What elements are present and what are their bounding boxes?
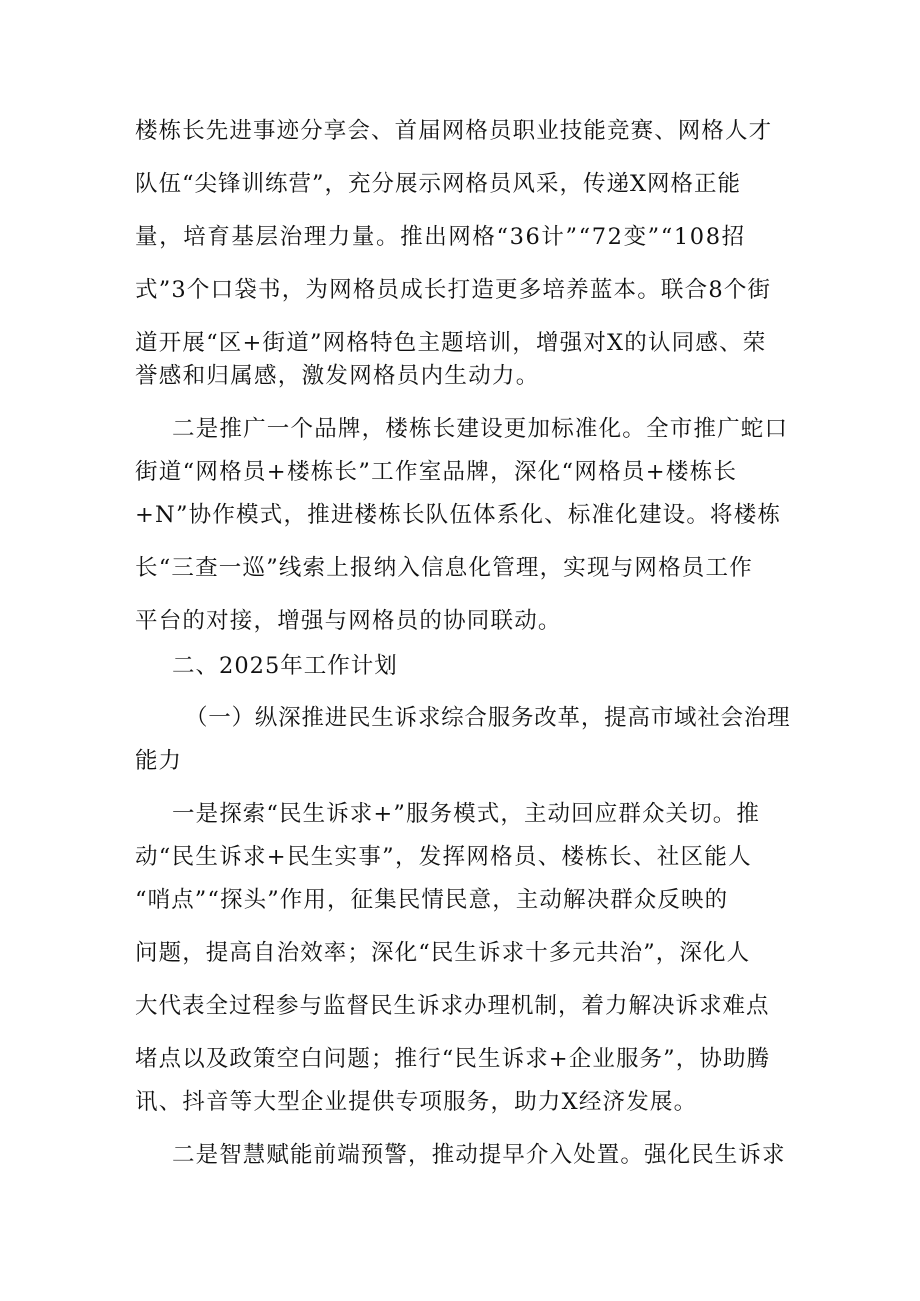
body-text-line-6: 誉感和归属感，激发网格员内生动力。 <box>135 363 540 389</box>
paragraph-demand-line-7: 讯、抖音等大型企业提供专项服务，助力X经济发展。 <box>135 1089 698 1115</box>
subsection-heading-line-1: （一）纵深推进民生诉求综合服务改革，提高市域社会治理 <box>185 705 791 731</box>
body-text-line-1: 楼栋长先进事迹分享会、首届网格员职业技能竞赛、网格人才 <box>135 118 773 144</box>
paragraph-brand-line-5: 平台的对接，增强与网格员的协同联动。 <box>135 608 562 634</box>
paragraph-brand-line-3: +N”协作模式，推进楼栋长队伍体系化、标准化建设。将楼栋 <box>135 502 782 528</box>
body-text-line-2: 队伍“尖锋训练营”，充分展示网格员风采，传递X网格正能 <box>135 171 742 197</box>
body-text-line-3: 量，培育基层治理力量。推出网格“36计”“72变”“108招 <box>135 224 746 250</box>
paragraph-warning-line-1: 二是智慧赋能前端预警，推动提早介入处置。强化民生诉求 <box>172 1142 786 1168</box>
paragraph-brand-line-2: 街道“网格员+楼栋长”工作室品牌，深化“网格员+楼栋长 <box>135 459 738 485</box>
paragraph-demand-line-4: 问题，提高自治效率；深化“民生诉求十多元共治”，深化人 <box>135 940 751 966</box>
paragraph-demand-line-1: 一是探索“民生诉求+”服务模式，主动回应群众关切。推 <box>172 801 760 827</box>
paragraph-demand-line-6: 堵点以及政策空白问题；推行“民生诉求+企业服务”，协助腾 <box>135 1046 771 1072</box>
paragraph-demand-line-2: 动“民生诉求+民生实事”，发挥网格员、楼栋长、社区能人 <box>135 844 752 870</box>
body-text-line-4: 式”3个口袋书，为网格员成长打造更多培养蓝本。联合8个街 <box>135 277 772 303</box>
body-text-line-5: 道开展“区+街道”网格特色主题培训，增强对X的认同感、荣 <box>135 330 767 356</box>
section-heading: 二、2025年工作计划 <box>172 653 398 679</box>
paragraph-demand-line-5: 大代表全过程参与监督民生诉求办理机制，着力解决诉求难点 <box>135 993 770 1019</box>
paragraph-brand-line-4: 长“三查一巡”线索上报纳入信息化管理，实现与网格员工作 <box>135 555 753 581</box>
paragraph-brand-line-1: 二是推广一个品牌，楼栋长建设更加标准化。全市推广蛇口 <box>172 416 789 442</box>
subsection-heading-line-2: 能力 <box>135 748 183 774</box>
paragraph-demand-line-3: “哨点”“探头”作用，征集民情民意，主动解决群众反映的 <box>135 887 729 913</box>
